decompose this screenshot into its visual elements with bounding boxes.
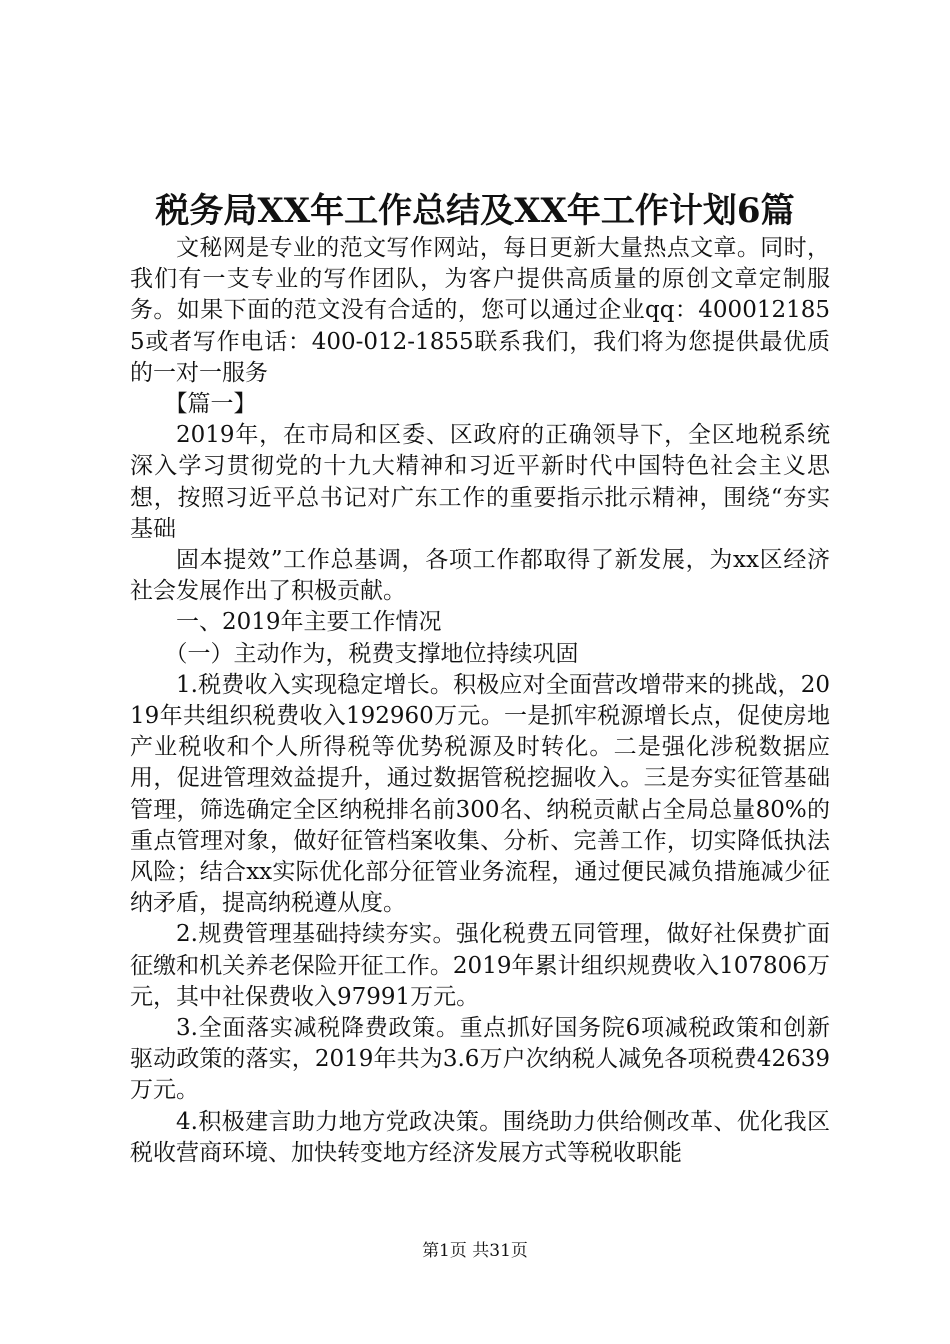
section-heading-part-one: 【篇一】 (164, 391, 257, 418)
body-paragraph: 4.积极建言助力地方党政决策。围绕助力供给侧改革、优化我区税收营商环境、加快转变地方经济发展方式等税收职能 (130, 1108, 830, 1166)
intro-paragraph: 文秘网是专业的范文写作网站，每日更新大量热点文章。同时，我们有一支专业的写作团队，为客户提供高质量的原创文章定制服务。如果下面的范文没有合适的，您可以通过企业qq：4000121855或者写作电话：400-012-1855联系我们，我们将为您提供最优质的一对一服务 (130, 235, 830, 386)
document-title: 税务局XX年工作总结及XX年工作计划6篇 (155, 191, 795, 231)
document-body (130, 233, 830, 1169)
subsection-heading: （一）主动作为，税费支撑地位持续巩固 (164, 640, 579, 667)
section-heading: 一、2019年主要工作情况 (176, 609, 442, 636)
body-paragraph: 1.税费收入实现稳定增长。积极应对全面营改增带来的挑战，2019年共组织税费收入192960万元。一是抓牢税源增长点，促使房地产业税收和个人所得税等优势税源及时转化。二是强化涉税数据应用，促进管理效益提升，通过数据管税挖掘收入。三是夯实征管基础管理，筛选确定全区纳税排名前300名、纳税贡献占全局总量80%的重点管理对象，做好征管档案收集、分析、完善工作，切实降低执法风险；结合xx实际优化部分征管业务流程，通过便民减负措施减少征纳矛盾，提高纳税遵从度。 (130, 671, 830, 917)
page-number-footer: 第1页 共31页 (422, 1241, 528, 1261)
body-paragraph: 2019年，在市局和区委、区政府的正确领导下，全区地税系统深入学习贯彻党的十九大精神和习近平新时代中国特色社会主义思想，按照习近平总书记对广东工作的重要指示批示精神，围绕“夯实基础 (130, 422, 830, 542)
body-paragraph: 2.规费管理基础持续夯实。强化税费五同管理，做好社保费扩面征缴和机关养老保险开征工作。2019年累计组织规费收入107806万元，其中社保费收入97991万元。 (130, 921, 830, 1010)
body-paragraph: 固本提效”工作总基调，各项工作都取得了新发展，为xx区经济社会发展作出了积极贡献。 (130, 547, 830, 605)
body-paragraph: 3.全面落实减税降费政策。重点抓好国务院6项减税政策和创新驱动政策的落实，2019年共为3.6万户次纳税人减免各项税费42639万元。 (130, 1015, 830, 1104)
